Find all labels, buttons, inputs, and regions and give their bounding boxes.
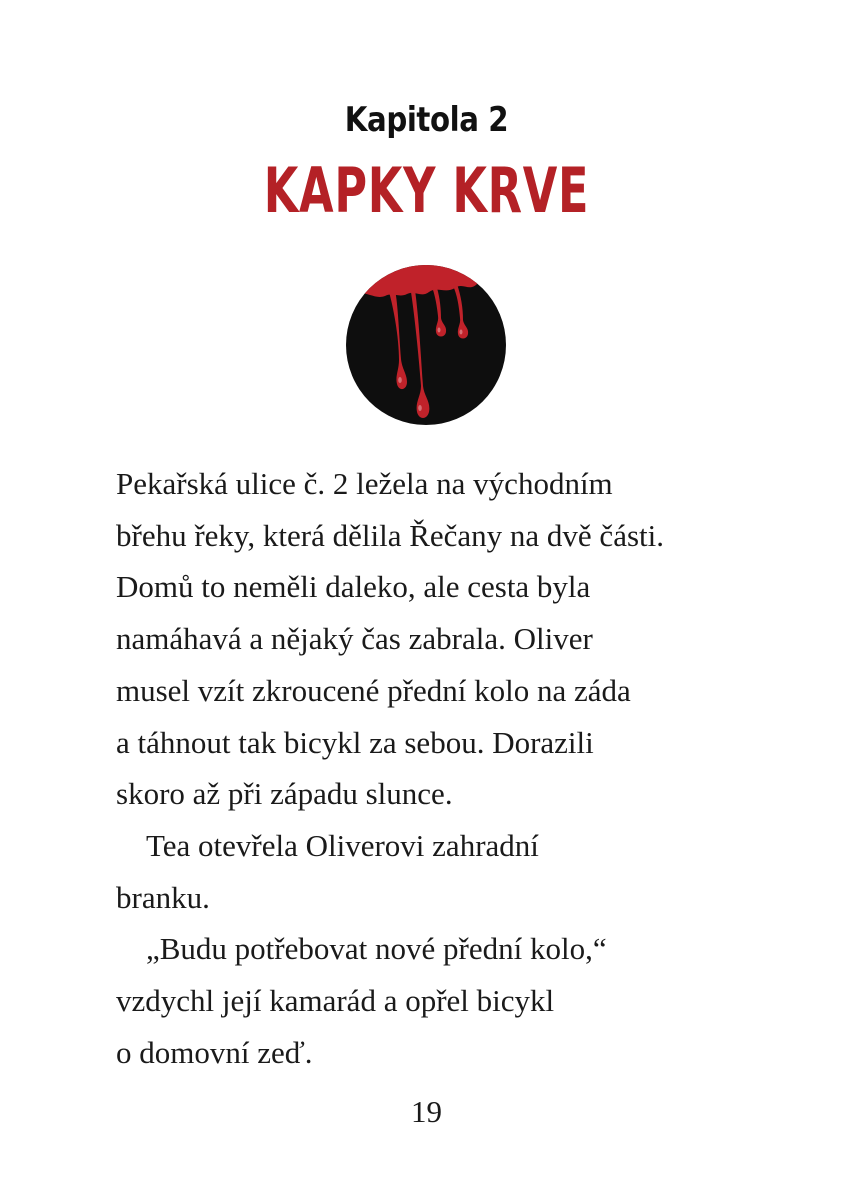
text-line: musel vzít zkroucené přední kolo na záda: [116, 672, 631, 708]
blood-drip-icon: [345, 264, 507, 426]
text-line: o domovní zeď.: [116, 1034, 313, 1070]
text-line: Domů to neměli daleko, ale cesta byla: [116, 569, 591, 605]
text-line: vzdychl její kamarád a opřel bicykl: [116, 983, 555, 1019]
chapter-label: Kapitola 2: [344, 100, 509, 140]
text-line: a táhnout tak bicykl za sebou. Dorazili: [116, 724, 594, 760]
chapter-title: KAPKY KRVE: [263, 154, 590, 227]
text-line: skoro až při západu slunce.: [116, 776, 453, 812]
text-line: „Budu potřebovat nové přední kolo,“: [146, 931, 607, 967]
page-number: 19: [411, 1094, 442, 1129]
text-line: břehu řeky, která dělila Řečany na dvě části.: [116, 517, 664, 553]
text-line: Pekařská ulice č. 2 ležela na východním: [116, 466, 613, 501]
body-text: [116, 458, 756, 1078]
text-line: Tea otevřela Oliverovi zahradní: [146, 827, 539, 863]
text-line: branku.: [116, 879, 210, 915]
text-line: namáhavá a nějaký čas zabrala. Oliver: [116, 621, 593, 657]
